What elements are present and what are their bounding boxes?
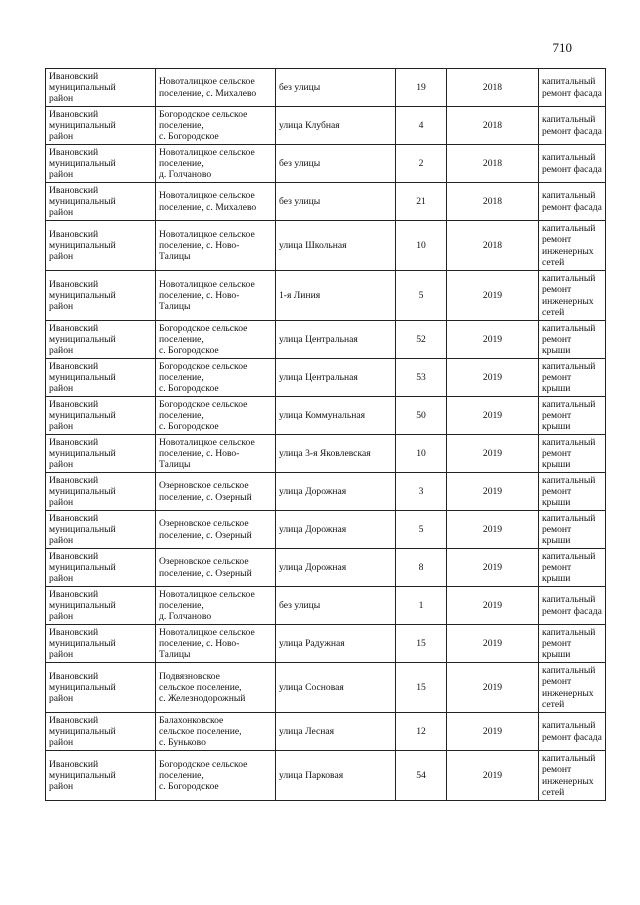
street-cell-text: улица Клубная <box>279 119 340 131</box>
street-cell-text: улица Радужная <box>279 637 345 649</box>
year-cell <box>447 587 539 625</box>
street-cell-text: улица Лесная <box>279 725 335 737</box>
street-cell-text: улица Парковая <box>279 769 344 781</box>
year-cell <box>447 271 539 321</box>
table-row <box>46 751 606 801</box>
work-type-cell-text: капитальный ремонт инженерных сетей <box>542 753 596 798</box>
table-row <box>46 549 606 587</box>
work-type-cell-text: капитальный ремонт крыши <box>542 512 596 547</box>
street-cell <box>276 145 396 183</box>
work-type-cell <box>539 625 606 663</box>
house-number-cell <box>396 473 447 511</box>
table-row <box>46 713 606 751</box>
settlement-cell <box>156 183 276 221</box>
table-row <box>46 625 606 663</box>
year-cell-text: 2019 <box>482 769 503 781</box>
house-number-cell <box>396 511 447 549</box>
district-cell <box>46 271 156 321</box>
year-cell <box>447 69 539 107</box>
district-cell <box>46 473 156 511</box>
table-row <box>46 473 606 511</box>
district-cell-text: Ивановский муниципальный район <box>49 588 116 623</box>
house-number-cell-text: 8 <box>418 561 424 573</box>
district-cell-text: Ивановский муниципальный район <box>49 474 116 509</box>
house-number-cell-text: 10 <box>416 239 426 251</box>
street-cell <box>276 511 396 549</box>
table-row <box>46 69 606 107</box>
work-type-cell <box>539 69 606 107</box>
street-cell-text: без улицы <box>279 81 321 93</box>
house-number-cell-text: 5 <box>418 523 424 535</box>
settlement-cell <box>156 69 276 107</box>
table-row <box>46 321 606 359</box>
settlement-cell-text: Богородское сельское поселение, с. Богородское <box>159 758 248 793</box>
year-cell-text: 2018 <box>482 81 503 93</box>
street-cell-text: улица Дорожная <box>279 485 347 497</box>
work-type-cell <box>539 587 606 625</box>
street-cell <box>276 107 396 145</box>
district-cell-text: Ивановский муниципальный район <box>49 322 116 357</box>
district-cell <box>46 69 156 107</box>
table-row <box>46 145 606 183</box>
district-cell-text: Ивановский муниципальный район <box>49 398 116 433</box>
house-number-cell <box>396 587 447 625</box>
street-cell-text: улица Сосновая <box>279 681 344 693</box>
work-type-cell-text: капитальный ремонт инженерных сетей <box>542 273 596 318</box>
street-cell <box>276 271 396 321</box>
district-cell <box>46 397 156 435</box>
district-cell <box>46 183 156 221</box>
house-number-cell <box>396 69 447 107</box>
settlement-cell-text: Новоталицкое сельское поселение, с. Ново- Талицы <box>159 436 255 471</box>
year-cell <box>447 183 539 221</box>
year-cell-text: 2018 <box>482 239 503 251</box>
street-cell-text: без улицы <box>279 599 321 611</box>
work-type-cell <box>539 751 606 801</box>
work-type-cell <box>539 397 606 435</box>
year-cell <box>447 511 539 549</box>
year-cell <box>447 473 539 511</box>
district-cell-text: Ивановский муниципальный район <box>49 512 116 547</box>
district-cell <box>46 511 156 549</box>
house-number-cell <box>396 713 447 751</box>
settlement-cell-text: Новоталицкое сельское поселение, д. Голчаново <box>159 146 255 181</box>
house-number-cell <box>396 663 447 713</box>
year-cell-text: 2018 <box>482 119 503 131</box>
settlement-cell-text: Новоталицкое сельское поселение, с. Ново- Талицы <box>159 228 255 263</box>
street-cell <box>276 587 396 625</box>
settlement-cell <box>156 549 276 587</box>
work-type-cell-text: капитальный ремонт фасада <box>542 76 602 99</box>
street-cell-text: 1-я Линия <box>279 289 321 301</box>
house-number-cell-text: 53 <box>416 371 426 383</box>
work-type-cell <box>539 435 606 473</box>
settlement-cell-text: Богородское сельское поселение, с. Богородское <box>159 322 248 357</box>
house-number-cell-text: 52 <box>416 333 426 345</box>
district-cell <box>46 625 156 663</box>
work-type-cell <box>539 271 606 321</box>
settlement-cell-text: Новоталицкое сельское поселение, с. Михалево <box>159 190 257 213</box>
settlement-cell-text: Озерновское сельское поселение, с. Озерный <box>159 556 252 579</box>
buildings-repair-table <box>45 68 606 801</box>
district-cell-text: Ивановский муниципальный район <box>49 626 116 661</box>
street-cell <box>276 183 396 221</box>
work-type-cell-text: капитальный ремонт инженерных сетей <box>542 223 596 268</box>
year-cell-text: 2019 <box>482 599 503 611</box>
house-number-cell <box>396 271 447 321</box>
house-number-cell <box>396 145 447 183</box>
year-cell-text: 2019 <box>482 371 503 383</box>
work-type-cell-text: капитальный ремонт крыши <box>542 360 596 395</box>
year-cell <box>447 321 539 359</box>
work-type-cell <box>539 107 606 145</box>
street-cell <box>276 321 396 359</box>
work-type-cell <box>539 663 606 713</box>
district-cell-text: Ивановский муниципальный район <box>49 758 116 793</box>
year-cell <box>447 435 539 473</box>
settlement-cell <box>156 663 276 713</box>
house-number-cell-text: 3 <box>418 485 424 497</box>
table-row <box>46 183 606 221</box>
district-cell-text: Ивановский муниципальный район <box>49 108 116 143</box>
settlement-cell <box>156 359 276 397</box>
settlement-cell <box>156 321 276 359</box>
street-cell-text: улица 3-я Яковлевская <box>279 447 371 459</box>
settlement-cell <box>156 587 276 625</box>
work-type-cell <box>539 713 606 751</box>
work-type-cell <box>539 321 606 359</box>
year-cell-text: 2019 <box>482 447 503 459</box>
house-number-cell-text: 12 <box>416 725 426 737</box>
district-cell <box>46 107 156 145</box>
settlement-cell-text: Подвязновское сельское поселение, с. Железнодорожный <box>159 670 246 705</box>
house-number-cell <box>396 107 447 145</box>
house-number-cell <box>396 397 447 435</box>
year-cell-text: 2019 <box>482 333 503 345</box>
house-number-cell-text: 54 <box>416 769 426 781</box>
district-cell <box>46 435 156 473</box>
settlement-cell-text: Новоталицкое сельское поселение, д. Голчаново <box>159 588 255 623</box>
house-number-cell <box>396 625 447 663</box>
table-row <box>46 663 606 713</box>
settlement-cell-text: Балахонковское сельское поселение, с. Буньково <box>159 714 242 749</box>
house-number-cell <box>396 359 447 397</box>
house-number-cell-text: 15 <box>416 637 426 649</box>
settlement-cell-text: Богородское сельское поселение, с. Богородское <box>159 108 248 143</box>
street-cell <box>276 625 396 663</box>
table-row <box>46 587 606 625</box>
street-cell <box>276 221 396 271</box>
settlement-cell <box>156 435 276 473</box>
work-type-cell <box>539 145 606 183</box>
house-number-cell <box>396 751 447 801</box>
district-cell-text: Ивановский муниципальный район <box>49 714 116 749</box>
work-type-cell <box>539 221 606 271</box>
settlement-cell-text: Озерновское сельское поселение, с. Озерный <box>159 518 252 541</box>
settlement-cell-text: Богородское сельское поселение, с. Богородское <box>159 360 248 395</box>
house-number-cell <box>396 549 447 587</box>
year-cell <box>447 625 539 663</box>
work-type-cell-text: капитальный ремонт крыши <box>542 550 596 585</box>
year-cell-text: 2019 <box>482 637 503 649</box>
street-cell-text: улица Коммунальная <box>279 409 366 421</box>
street-cell <box>276 713 396 751</box>
year-cell <box>447 663 539 713</box>
table-row <box>46 359 606 397</box>
street-cell <box>276 69 396 107</box>
year-cell-text: 2019 <box>482 485 503 497</box>
year-cell <box>447 713 539 751</box>
table-row <box>46 221 606 271</box>
street-cell <box>276 751 396 801</box>
settlement-cell-text: Новоталицкое сельское поселение, с. Ново- Талицы <box>159 278 255 313</box>
district-cell-text: Ивановский муниципальный район <box>49 670 116 705</box>
house-number-cell-text: 19 <box>416 81 426 93</box>
settlement-cell-text: Озерновское сельское поселение, с. Озерный <box>159 480 252 503</box>
district-cell <box>46 587 156 625</box>
street-cell-text: улица Школьная <box>279 239 347 251</box>
district-cell <box>46 359 156 397</box>
year-cell-text: 2019 <box>482 681 503 693</box>
work-type-cell-text: капитальный ремонт фасада <box>542 152 602 175</box>
house-number-cell-text: 15 <box>416 681 426 693</box>
street-cell <box>276 473 396 511</box>
year-cell-text: 2019 <box>482 409 503 421</box>
street-cell-text: улица Дорожная <box>279 561 347 573</box>
table-row <box>46 397 606 435</box>
district-cell-text: Ивановский муниципальный район <box>49 228 116 263</box>
district-cell-text: Ивановский муниципальный район <box>49 70 116 105</box>
district-cell <box>46 321 156 359</box>
settlement-cell-text: Богородское сельское поселение, с. Богородское <box>159 398 248 433</box>
house-number-cell <box>396 435 447 473</box>
settlement-cell <box>156 713 276 751</box>
year-cell <box>447 359 539 397</box>
year-cell-text: 2019 <box>482 523 503 535</box>
work-type-cell-text: капитальный ремонт фасада <box>542 114 602 137</box>
year-cell-text: 2019 <box>482 561 503 573</box>
street-cell <box>276 663 396 713</box>
work-type-cell-text: капитальный ремонт крыши <box>542 398 596 433</box>
house-number-cell-text: 50 <box>416 409 426 421</box>
year-cell <box>447 107 539 145</box>
settlement-cell-text: Новоталицкое сельское поселение, с. Михалево <box>159 76 257 99</box>
year-cell <box>447 221 539 271</box>
house-number-cell-text: 4 <box>418 119 424 131</box>
year-cell <box>447 145 539 183</box>
street-cell-text: без улицы <box>279 195 321 207</box>
table-row <box>46 511 606 549</box>
settlement-cell <box>156 107 276 145</box>
work-type-cell-text: капитальный ремонт крыши <box>542 436 596 471</box>
house-number-cell-text: 2 <box>418 157 424 169</box>
street-cell-text: улица Центральная <box>279 371 358 383</box>
house-number-cell <box>396 183 447 221</box>
table-row <box>46 271 606 321</box>
settlement-cell <box>156 625 276 663</box>
street-cell <box>276 435 396 473</box>
district-cell-text: Ивановский муниципальный район <box>49 184 116 219</box>
work-type-cell <box>539 183 606 221</box>
page-number: 710 <box>552 40 572 55</box>
work-type-cell-text: капитальный ремонт фасада <box>542 720 602 743</box>
year-cell <box>447 397 539 435</box>
district-cell-text: Ивановский муниципальный район <box>49 436 116 471</box>
district-cell <box>46 145 156 183</box>
street-cell-text: улица Дорожная <box>279 523 347 535</box>
work-type-cell-text: капитальный ремонт крыши <box>542 626 596 661</box>
settlement-cell-text: Новоталицкое сельское поселение, с. Ново- Талицы <box>159 626 255 661</box>
settlement-cell <box>156 221 276 271</box>
settlement-cell <box>156 473 276 511</box>
work-type-cell-text: капитальный ремонт крыши <box>542 322 596 357</box>
house-number-cell <box>396 221 447 271</box>
work-type-cell <box>539 511 606 549</box>
house-number-cell-text: 21 <box>416 195 426 207</box>
work-type-cell-text: капитальный ремонт инженерных сетей <box>542 665 596 710</box>
house-number-cell-text: 1 <box>418 599 424 611</box>
year-cell-text: 2018 <box>482 195 503 207</box>
work-type-cell <box>539 359 606 397</box>
settlement-cell <box>156 511 276 549</box>
house-number-cell <box>396 321 447 359</box>
district-cell <box>46 663 156 713</box>
table-row <box>46 107 606 145</box>
settlement-cell <box>156 271 276 321</box>
settlement-cell <box>156 751 276 801</box>
district-cell <box>46 549 156 587</box>
year-cell <box>447 549 539 587</box>
district-cell-text: Ивановский муниципальный район <box>49 278 116 313</box>
district-cell <box>46 713 156 751</box>
house-number-cell-text: 10 <box>416 447 426 459</box>
street-cell <box>276 359 396 397</box>
table-row <box>46 435 606 473</box>
settlement-cell <box>156 145 276 183</box>
district-cell-text: Ивановский муниципальный район <box>49 146 116 181</box>
work-type-cell-text: капитальный ремонт крыши <box>542 474 596 509</box>
work-type-cell-text: капитальный ремонт фасада <box>542 594 602 617</box>
district-cell <box>46 751 156 801</box>
year-cell <box>447 751 539 801</box>
street-cell <box>276 397 396 435</box>
work-type-cell <box>539 549 606 587</box>
house-number-cell-text: 5 <box>418 289 424 301</box>
year-cell-text: 2019 <box>482 289 503 301</box>
district-cell-text: Ивановский муниципальный район <box>49 360 116 395</box>
district-cell-text: Ивановский муниципальный район <box>49 550 116 585</box>
district-cell <box>46 221 156 271</box>
street-cell-text: без улицы <box>279 157 321 169</box>
work-type-cell-text: капитальный ремонт фасада <box>542 190 602 213</box>
year-cell-text: 2018 <box>482 157 503 169</box>
street-cell <box>276 549 396 587</box>
street-cell-text: улица Центральная <box>279 333 358 345</box>
year-cell-text: 2019 <box>482 725 503 737</box>
work-type-cell <box>539 473 606 511</box>
settlement-cell <box>156 397 276 435</box>
